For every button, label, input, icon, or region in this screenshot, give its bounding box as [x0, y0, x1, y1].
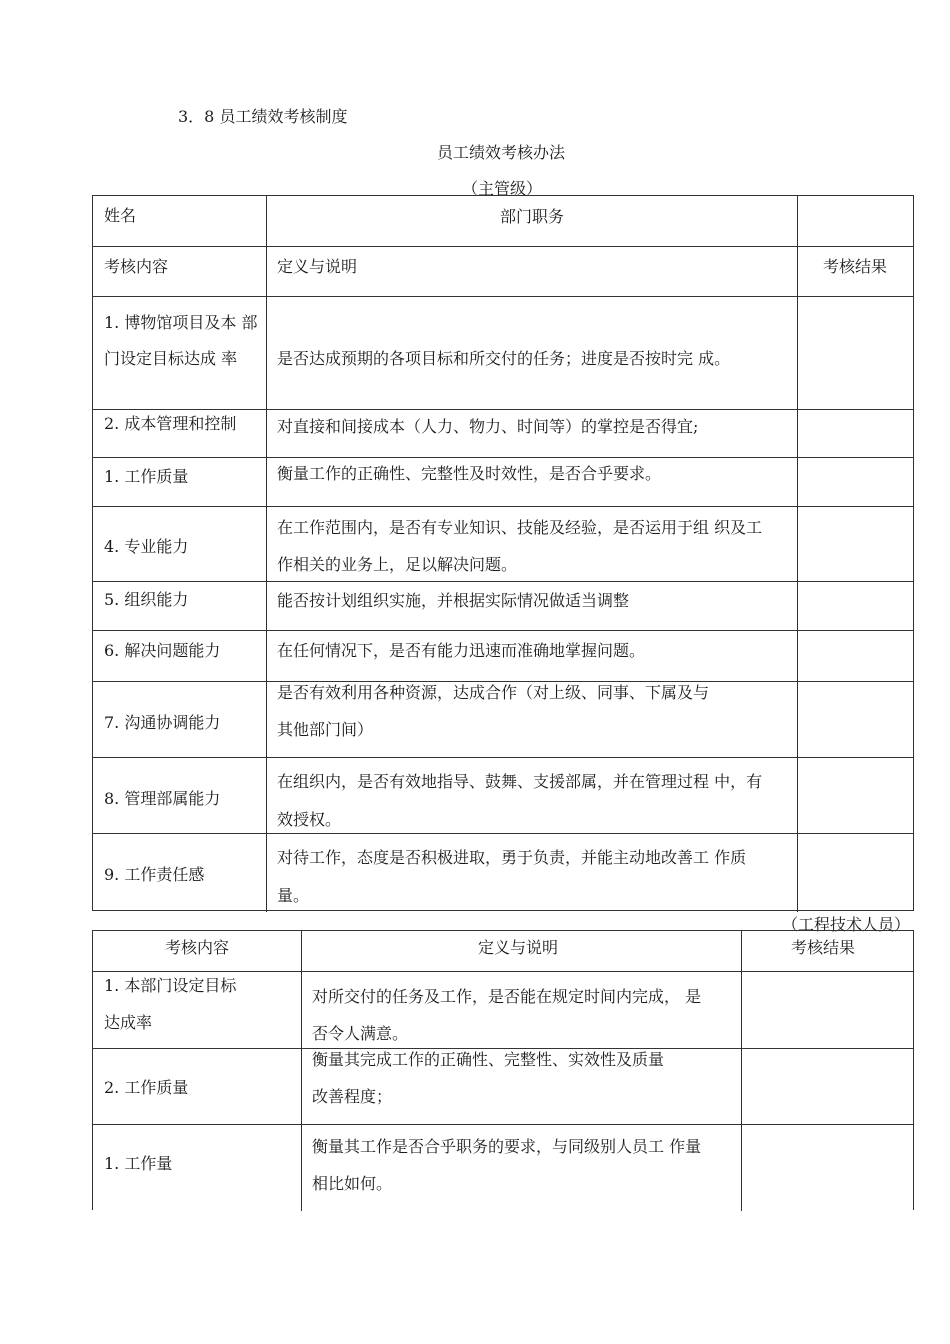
section-heading: 3．8 员工绩效考核制度 — [178, 107, 348, 126]
table-row-item: 8. 管理部属能力 — [104, 789, 221, 808]
header-result: 考核结果 — [823, 257, 888, 276]
table-row-description: 能否按计划组织实施，并根据实际情况做适当调整 — [277, 591, 630, 610]
engineering-evaluation-table — [92, 930, 914, 1210]
table-row-item: 6. 解决问题能力 — [104, 641, 221, 660]
table-row-item: 9. 工作责任感 — [104, 865, 205, 884]
table-row-description: 是否有效利用各种资源，达成合作（对上级、同事、下属及与 — [277, 683, 710, 702]
table-row-description: 作相关的业务上，足以解决问题。 — [277, 555, 518, 574]
table-row-description: 衡量其完成工作的正确性、完整性、实效性及质量 — [312, 1050, 665, 1069]
table-row-description: 衡量其工作是否合乎职务的要求，与同级别人员工 作量 — [312, 1137, 702, 1156]
table-row-description: 其他部门间） — [277, 720, 374, 739]
table-row-item: 2. 工作质量 — [104, 1078, 189, 1097]
table-row-item: 1. 博物馆项目及本 部 — [104, 313, 258, 332]
document-title: 员工绩效考核办法 — [437, 143, 566, 162]
table-row-description: 在工作范围内，是否有专业知识、技能及经验，是否运用于组 织及工 — [277, 518, 763, 537]
dept-label: 部门职务 — [500, 207, 565, 226]
table-row-description: 效授权。 — [277, 810, 342, 829]
table-row-item: 1. 工作质量 — [104, 467, 189, 486]
table-row-description: 衡量工作的正确性、完整性及时效性，是否合乎要求。 — [277, 464, 662, 483]
table-row-description: 对直接和间接成本（人力、物力、时间等）的掌控是否得宜; — [277, 417, 699, 436]
supervisor-evaluation-table — [92, 195, 914, 911]
table-row-item: 达成率 — [104, 1013, 153, 1032]
table-row-item: 7. 沟通协调能力 — [104, 713, 221, 732]
subtitle-engineering: （工程技术人员） — [782, 915, 911, 934]
table-row-description: 对所交付的任务及工作，是否能在规定时间内完成， 是 — [312, 987, 702, 1006]
subtitle-supervisor: （主管级） — [462, 179, 543, 198]
table-row-item: 1. 工作量 — [104, 1154, 173, 1173]
table-row-item: 4. 专业能力 — [104, 537, 189, 556]
table-row-item: 5. 组织能力 — [104, 590, 189, 609]
table-row-description: 在任何情况下，是否有能力迅速而准确地掌握问题。 — [277, 641, 646, 660]
table-row-description: 量。 — [277, 886, 310, 905]
table-row-item: 1. 本部门设定目标 — [104, 976, 237, 995]
table-row-description: 是否达成预期的各项目标和所交付的任务；进度是否按时完 成。 — [277, 349, 731, 368]
table-row-item: 门设定目标达成 率 — [104, 349, 238, 368]
name-label: 姓名 — [104, 206, 137, 225]
header-item: 考核内容 — [104, 257, 169, 276]
table-row-description: 否令人满意。 — [312, 1024, 409, 1043]
table-row-item: 2. 成本管理和控制 — [104, 414, 237, 433]
table-row-description: 改善程度； — [312, 1087, 393, 1106]
header-result: 考核结果 — [791, 938, 856, 957]
header-item: 考核内容 — [165, 938, 230, 957]
header-description: 定义与说明 — [277, 257, 358, 276]
table-row-description: 在组织内，是否有效地指导、鼓舞、支援部属，并在管理过程 中，有 — [277, 772, 763, 791]
table-row-description: 对待工作，态度是否积极进取，勇于负责，并能主动地改善工 作质 — [277, 848, 747, 867]
table-row-description: 相比如何。 — [312, 1174, 393, 1193]
header-description: 定义与说明 — [478, 938, 559, 957]
